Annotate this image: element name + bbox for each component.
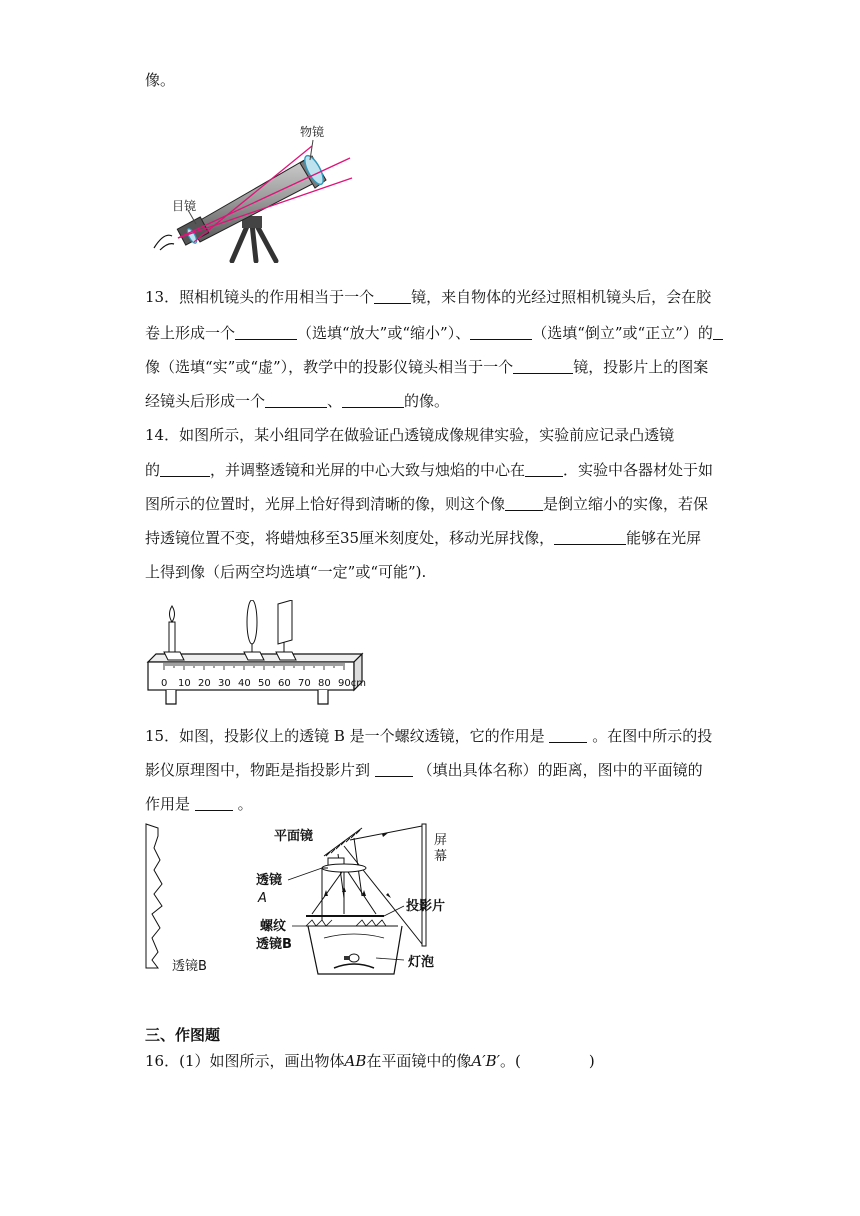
fresnel-label-2: 透镜B	[256, 937, 292, 952]
bench-scale-label: 50	[258, 678, 271, 689]
eye-icon	[154, 235, 174, 250]
bench-scale-label: 70	[298, 678, 311, 689]
q13-line-2: 卷上形成一个 （选填“放大”或“缩小”）、 （选填“倒立”或“正立”）的	[145, 323, 723, 343]
q14-blank-4[interactable]	[554, 529, 626, 545]
projector-box-icon	[308, 926, 402, 974]
q13-line-4: 经镜头后形成一个 、 的像。	[145, 392, 450, 410]
bench-scale-label: 10	[178, 678, 191, 689]
q13-blank-3[interactable]	[470, 324, 532, 340]
tripod-icon	[232, 216, 276, 261]
q14-blank-3[interactable]	[505, 495, 543, 511]
q13-blank-4[interactable]	[713, 324, 723, 340]
q15-line-1: 15．如图，投影仪上的透镜 B 是一个螺纹透镜，它的作用是 。在图中所示的投	[145, 727, 713, 745]
projector-figure	[138, 822, 488, 980]
q13-line-1: 13．照相机镜头的作用相当于一个 镜，来自物体的光经过照相机镜头后，会在胶	[145, 288, 712, 306]
q15-line-3: 作用是 。	[145, 795, 253, 813]
slide-label: 投影片	[406, 899, 446, 914]
q13-blank-1[interactable]	[374, 288, 411, 304]
q14-blank-1[interactable]	[160, 461, 210, 477]
screen-icon	[422, 824, 426, 946]
fresnel-label-1: 螺纹	[260, 919, 287, 934]
bench-scale-label: 0	[161, 678, 168, 689]
bench-scale-label: 90cm	[338, 678, 366, 689]
telescope-figure	[150, 118, 365, 263]
q14-blank-2[interactable]	[525, 461, 563, 477]
q14-line-4: 持透镜位置不变，将蜡烛移至35厘米刻度处，移动光屏找像， 能够在光屏	[145, 529, 702, 547]
q15-line-2: 影仪原理图中，物距是指投影片到 （填出具体名称）的距离，图中的平面镜的	[145, 761, 703, 779]
bench-scale-label: 30	[218, 678, 231, 689]
lens-a-label-1: 透镜	[256, 873, 283, 888]
bench-scale-label: 40	[238, 678, 251, 689]
q14-line-2: 的 ，并调整透镜和光屏的中心大致与烛焰的中心在 ．实验中各器材处于如	[145, 461, 714, 479]
bench-scale-label: 60	[278, 678, 291, 689]
q13-blank-2[interactable]	[235, 324, 297, 340]
q12-tail: 像。	[145, 71, 176, 89]
q14-line-3: 图所示的位置时，光屏上恰好得到清晰的像，则这个像 是倒立缩小的实像，若保	[145, 495, 709, 513]
q15-blank-2[interactable]	[375, 761, 413, 777]
q13-blank-6[interactable]	[265, 392, 327, 408]
q16-line: 16．(1）如图所示，画出物体AB在平面镜中的像A′B′。( )	[145, 1052, 595, 1070]
lens-b-label: 透镜B	[172, 959, 207, 974]
bench-scale-label: 80	[318, 678, 331, 689]
q13-line-3: 像（选填“实”或“虚”），教学中的投影仪镜头相当于一个 镜，投影片上的图案	[145, 358, 709, 376]
bench-scale-label: 20	[198, 678, 211, 689]
mirror-label: 平面镜	[274, 829, 314, 844]
screen-label-2: 幕	[434, 849, 448, 864]
section-heading: 三、作图题	[145, 1026, 221, 1044]
convex-lens-icon	[244, 600, 264, 660]
eyepiece-label: 目镜	[172, 199, 197, 213]
fresnel-lens-icon	[146, 824, 162, 968]
objective-label: 物镜	[300, 125, 325, 139]
q14-line-5: 上得到像（后两空均选填“一定”或“可能”).	[145, 563, 427, 581]
q14-line-1: 14．如图所示，某小组同学在做验证凸透镜成像规律实验，实验前应记录凸透镜	[145, 426, 675, 444]
q13-blank-5[interactable]	[513, 358, 573, 374]
lens-a-label-2: A	[258, 891, 267, 906]
candle-icon	[164, 606, 184, 660]
light-screen-icon	[276, 600, 296, 660]
q16-answer-space[interactable]	[521, 1053, 589, 1068]
bulb-icon	[334, 954, 374, 968]
q15-blank-1[interactable]	[549, 727, 587, 743]
q13-blank-7[interactable]	[342, 392, 404, 408]
bulb-label: 灯泡	[408, 955, 435, 970]
optical-bench-figure	[142, 600, 367, 710]
q15-blank-3[interactable]	[195, 795, 233, 811]
screen-label-1: 屏	[434, 833, 448, 848]
